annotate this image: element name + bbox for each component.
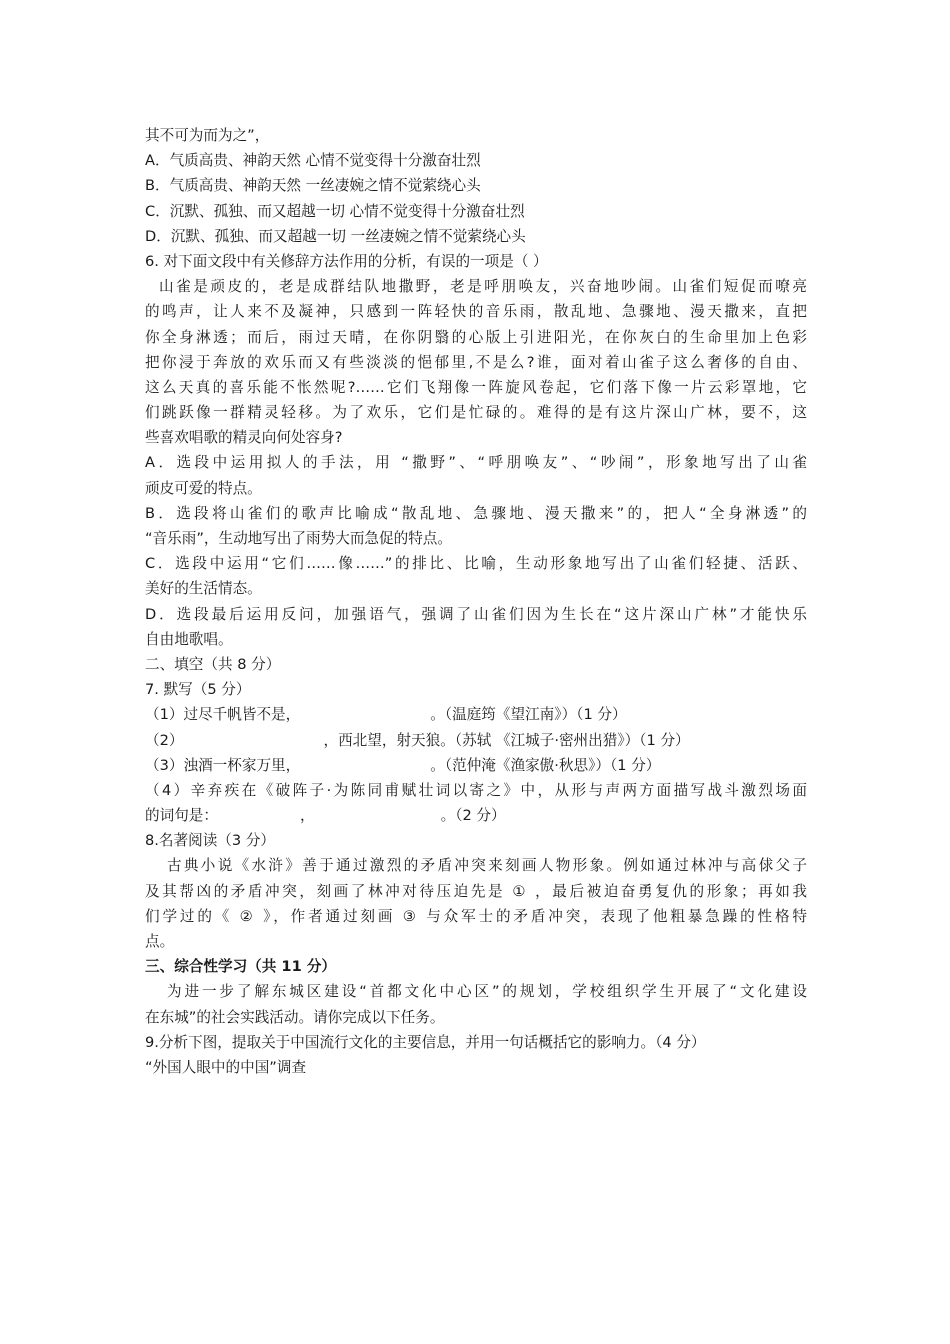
q7-item-4-suffix: 。（2 分） xyxy=(440,807,506,825)
q6-passage-line: 些喜欢唱歌的精灵向何处容身? xyxy=(145,429,343,447)
q7-item-4-prefix: 的词句是： xyxy=(145,807,218,825)
q8-passage-line: 们学过的《 ② 》，作者通过刻画 ③ 与众军士的矛盾冲突，表现了他粗暴急躁的性格特 xyxy=(145,907,807,925)
q6-option-b-cont: “音乐雨”，生动地写出了雨势大而急促的特点。 xyxy=(145,530,452,547)
q6-passage-line: 们跳跃像一群精灵轻移。为了欢乐，它们是忙碌的。难得的是有这片深山广林，要不，这 xyxy=(145,404,807,422)
q7-item-1-suffix: 。（温庭筠《望江南》）（1 分） xyxy=(430,706,627,724)
q5-option-c: C．沉默、孤独、而又超越一切 心情不觉变得十分激奋壮烈 xyxy=(145,202,525,220)
q6-option-c-cont: 美好的生活情态。 xyxy=(145,580,262,598)
q6-option-b: B．选段将山雀们的歌声比喻成“散乱地、急骤地、漫天撒来”的，把人“全身淋透”的 xyxy=(145,504,807,522)
q8-passage-line: 及其帮凶的矛盾冲突，刻画了林冲对待压迫先是 ① ，最后被迫奋勇复仇的形象；再如我 xyxy=(145,882,807,900)
q7-item-3-prefix: （3）浊酒一杯家万里， xyxy=(145,756,301,774)
section-3-intro-line: 在东城”的社会实践活动。请你完成以下任务。 xyxy=(145,1008,445,1026)
q7-item-2-suffix: ，西北望，射天狼。（苏轼 《江城子·密州出猎》）（1 分） xyxy=(323,731,690,749)
q5-option-b: B．气质高贵、神韵天然 一丝凄婉之情不觉萦绕心头 xyxy=(145,177,481,195)
q8-title: 8.名著阅读（3 分） xyxy=(145,832,276,850)
q7-title: 7. 默写（5 分） xyxy=(145,681,251,699)
q6-option-a: A．选段中运用拟人的手法，用 “撒野”、“呼朋唤友”、“吵闹”，形象地写出了山雀 xyxy=(145,454,807,472)
section-2-title: 二、填空（共 8 分） xyxy=(145,655,281,673)
q7-item-2 xyxy=(145,728,807,753)
survey-title: “外国人眼中的中国”调查 xyxy=(145,1058,307,1076)
q7-item-3 xyxy=(145,753,807,778)
q5-option-d: D．沉默、孤独、而又超越一切 一丝凄婉之情不觉萦绕心头 xyxy=(145,227,526,245)
q6-option-a-cont: 顽皮可爱的特点。 xyxy=(145,479,262,497)
section-3-intro-line: 为进一步了解东城区建设“首都文化中心区”的规划，学校组织学生开展了“文化建设 xyxy=(167,983,807,1001)
q5-tail-line: 其不可为而为之”， xyxy=(145,127,270,144)
q8-passage-line: 点。 xyxy=(145,933,175,950)
q6-stem: 6. 对下面文段中有关修辞方法作用的分析，有误的一项是（ ） xyxy=(145,252,548,270)
page-content xyxy=(145,123,807,1080)
q6-passage-line: 你全身淋透；而后，雨过天晴，在你阴翳的心版上引进阳光，在你灰白的生命里加上色彩 xyxy=(145,328,807,346)
q7-item-1 xyxy=(145,702,807,727)
q6-passage-line: 这么天真的喜乐能不怅然呢?……它们飞翔像一阵旋风卷起，它们落下像一片云彩罩地，它 xyxy=(145,378,807,396)
q5-option-a: A．气质高贵、神韵天然 心情不觉变得十分激奋壮烈 xyxy=(145,152,481,170)
q7-item-3-suffix: 。（范仲淹《渔家傲·秋思》）（1 分） xyxy=(430,756,661,774)
q6-passage-line: 把你浸于奔放的欢乐而又有些淡淡的悒郁里,不是么?谁，面对着山雀子这么奢侈的自由、 xyxy=(145,353,807,371)
q7-item-2-prefix: （2） xyxy=(145,731,184,749)
q6-option-c: C．选段中运用“它们……像……”的排比、比喻，生动形象地写出了山雀们轻捷、活跃、 xyxy=(145,555,807,573)
q8-passage-line: 古典小说《水浒》善于通过激烈的矛盾冲突来刻画人物形象。例如通过林冲与高俅父子 xyxy=(167,857,807,875)
q6-passage-line: 的鸣声，让人来不及凝神，只感到一阵轻快的音乐雨，散乱地、急骤地、漫天撒来，直把 xyxy=(145,303,807,321)
q7-item-4-comma: ， xyxy=(299,807,315,825)
q7-item-4: （4）辛弃疾在《破阵子·为陈同甫赋壮词以寄之》中，从形与声两方面描写战斗激烈场面 xyxy=(145,781,807,799)
q6-option-d-cont: 自由地歌唱。 xyxy=(145,630,233,648)
q9-stem: 9.分析下图，提取关于中国流行文化的主要信息，并用一句话概括它的影响力。（4 分） xyxy=(145,1033,706,1051)
q6-option-d: D．选段最后运用反问，加强语气，强调了山雀们因为生长在“这片深山广林”才能快乐 xyxy=(145,605,807,623)
q7-item-4-cont xyxy=(145,803,807,828)
q7-item-1-prefix: （1）过尽千帆皆不是， xyxy=(145,706,301,724)
section-3-title: 三、综合性学习（共 11 分） xyxy=(145,958,337,976)
q6-passage-line: 山雀是顽皮的，老是成群结队地撒野，老是呼朋唤友，兴奋地吵闹。山雀们短促而嘹亮 xyxy=(159,278,807,296)
